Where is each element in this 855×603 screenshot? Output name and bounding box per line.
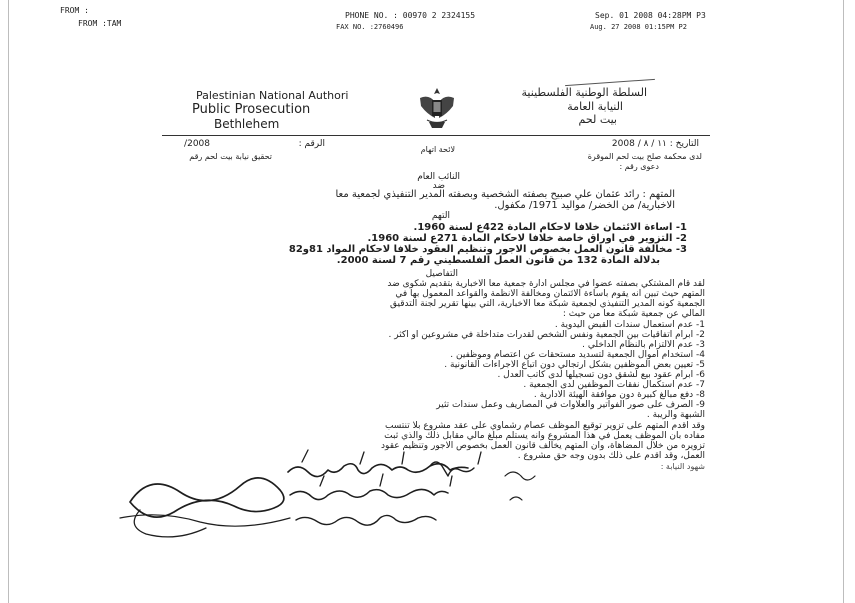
fax-from-1: FROM :: [60, 6, 89, 15]
accused-line-1: المتهم : رائد عثمان علي صبيح بصفته الشخصية وبصفته المدير التنفيذي لجمعية معا: [335, 189, 675, 200]
handwritten-signatures: [110, 440, 700, 550]
detail-item-8: 8- دفع مبالغ كبيرة دون موافقة الهيئة الادارية .: [533, 390, 705, 400]
fax-phone: PHONE NO. : 00970 2 2324155: [345, 11, 476, 20]
detail-item-4: 4- استخدام اموال الجمعية لتسديد مستحقات عن اعتصام وموظفين .: [450, 350, 705, 360]
letterhead-ar-3: بيت لحم: [578, 113, 617, 126]
against-word: ضد: [432, 181, 445, 191]
detail-item-7: 7- عدم استكمال نفقات الموظفين لدى الجمعية .: [523, 380, 705, 390]
fax-date-1: Sep. 01 2008 04:28PM P3: [595, 11, 706, 20]
details-intro-4: المالي عن جمعية شبكة معا من حيث :: [562, 309, 705, 319]
charge-2: 2- التزوير في اوراق خاصة خلافا لاحكام المادة 271ع لسنة 1960.: [367, 233, 687, 244]
charge-3: 3- مخالفة قانون العمل بخصوص الاجور وتنظيم العقود خلافا لاحكام المواد 81و82: [288, 244, 687, 255]
ref-number: الرقم :: [298, 139, 325, 149]
letterhead-ar-1: السلطة الوطنية الفلسطينية: [521, 86, 647, 99]
details-intro-2: المتهم حيث تبين انه يقوم باساءة الائتمان ومخالفة الانظمة والقواعد المعمول بها في: [395, 289, 705, 299]
detail-item-5: 5- تعيين بعض الموظفين بشكل ارتجالي دون اتباع الاجراءات القانونية .: [444, 360, 705, 370]
letterhead-en-1: Palestinian National Authori: [196, 89, 349, 102]
closing-1: وقد اقدم المتهم على تزوير توقيع الموظف عصام رشماوي على عقد مشروع بلا تنتسب: [384, 421, 705, 431]
letterhead-en-2: Public Prosecution: [192, 102, 311, 117]
ref-case-no: دعوى رقم :: [619, 162, 659, 171]
detail-item-1: 1- عدم استعمال سندات القبض اليدوية .: [554, 320, 705, 330]
closing-2: مفاده بان الموظف يعمل في هذا المشروع وانه يستلم مبلغ مالي مقابل ذلك والذي ثبت: [384, 431, 705, 441]
scan-left-edge: [8, 0, 9, 603]
accused-line-2: الاخبارية/ من الخضر/ مواليد 1971/ مكفول.: [494, 200, 675, 211]
ref-date: التاريخ : ١١ / ٨ / 2008: [611, 139, 699, 149]
scan-right-edge: [843, 0, 844, 603]
detail-item-2: 2- ابرام اتفاقيات بين الجمعية ونفس الشخص لقدرات متداخلة في مشروعين او اكثر .: [388, 330, 705, 340]
fax-fax: FAX NO. :2760496: [336, 23, 404, 31]
details-intro-1: لقد قام المشتكي بصفته عضوا في مجلس ادارة جمعية معا الاخبارية بتقديم شكوى ضد: [387, 279, 705, 289]
ref-list-title: لائحة اتهام: [420, 145, 455, 154]
ref-court: لدى محكمة صلح بيت لحم الموقرة: [587, 152, 702, 161]
details-intro-3: الجمعية كونه المدير التنفيذي لجمعية شبكة معا الاخبارية، التي بينها تقرير لجنة التدقيق: [390, 299, 705, 309]
fax-from-2: FROM :TAM: [78, 19, 122, 28]
fax-date-2: Aug. 27 2008 01:15PM P2: [590, 23, 687, 31]
closing-4: العمل، وقد اقدم على ذلك بدون وجه حق مشروع .: [517, 451, 705, 461]
charges-title: التهم: [431, 211, 450, 221]
detail-item-6: 6- ابرام عقود بيع لشقق دون تسجيلها لدى كاتب العدل .: [497, 370, 705, 380]
detail-continuation: الشبهة والريبة .: [646, 410, 705, 420]
charge-1: 1- اساءة الائتمان خلافا لاحكام المادة 422ع لسنة 1960.: [413, 222, 687, 233]
letterhead-en-3: Bethlehem: [214, 117, 280, 131]
ref-investigation: تحقيق نيابة بيت لحم رقم: [189, 152, 272, 161]
details-title: التفاصيل: [425, 269, 458, 279]
ref-year: 2008/: [184, 139, 210, 149]
detail-item-9: 9- الصرف على صور الفواتير والعلاوات في المصاريف وعمل سندات تثير: [436, 400, 705, 410]
charge-3-cont: بدلالة المادة 132 من قانون العمل الفلسطيني رقم 7 لسنة 2000.: [336, 255, 660, 266]
letterhead-ar-2: النيابة العامة: [567, 100, 623, 113]
attorney-general: النائب العام: [417, 172, 460, 182]
header-divider: [162, 135, 710, 136]
closing-3: تزويره من خلال المضاهاة، وان المتهم يخالف قانون العمل بخصوص الاجور وتنظيم عقود: [381, 441, 705, 451]
detail-item-3: 3- عدم الالتزام بالنظام الداخلي .: [582, 340, 705, 350]
eagle-emblem-icon: [415, 84, 459, 132]
witnesses-label: شهود النيابة :: [660, 462, 705, 471]
